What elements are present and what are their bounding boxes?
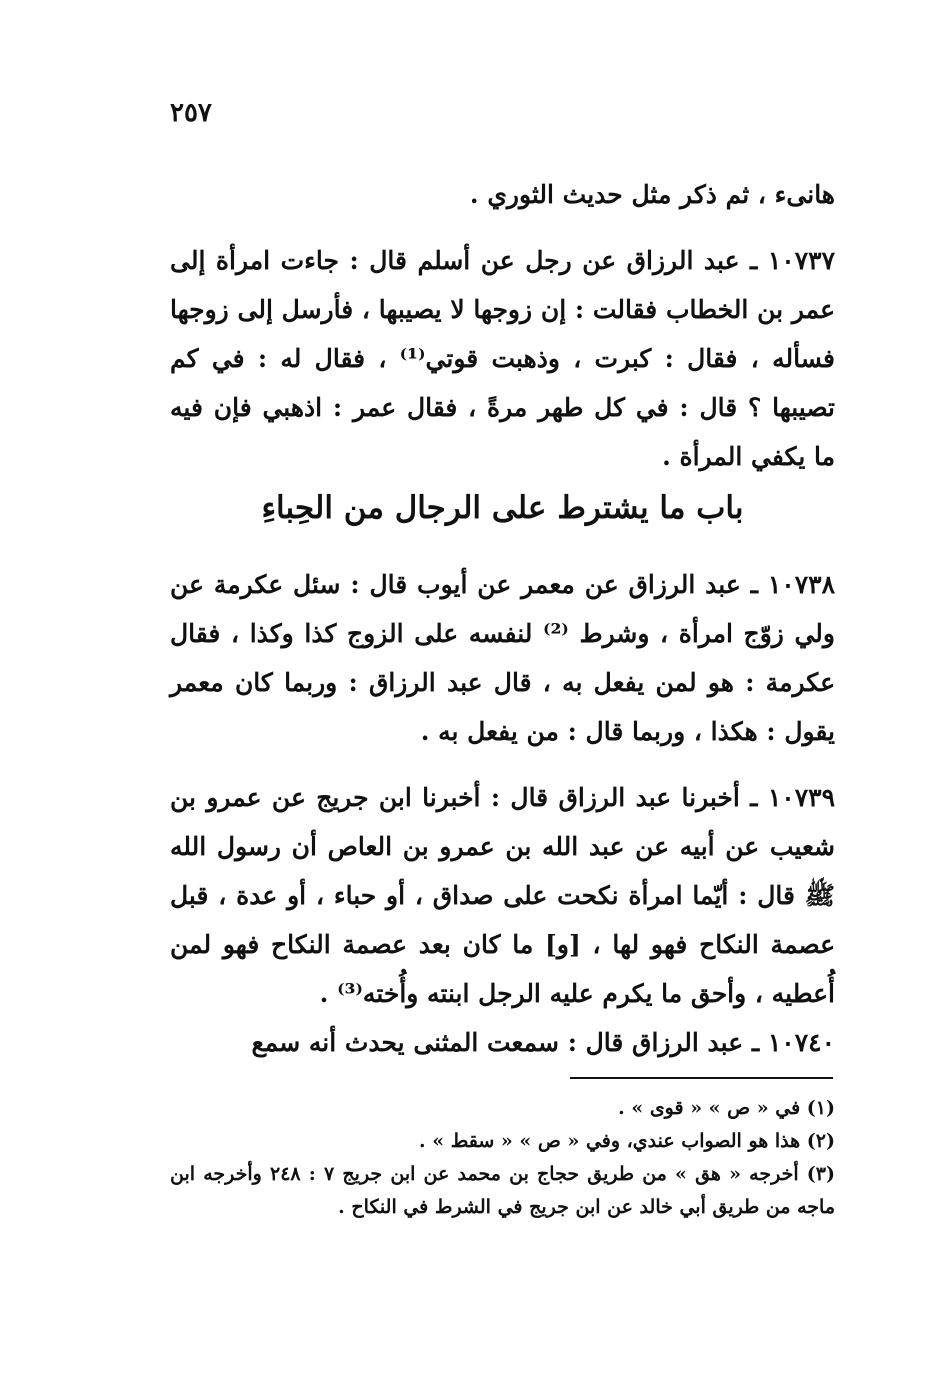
footnotes (170, 1092, 835, 1224)
footnote-divider (570, 1077, 833, 1079)
page-number: ٢٥٧ (170, 98, 212, 128)
hadith-text: ١٠٧٤٠ ـ عبد الرزاق قال : سمعت المثنى يحدث أنه سمع (251, 1028, 835, 1057)
footnote-1: (١) في « ص » « قوى » . (618, 1097, 835, 1119)
intro-paragraph (170, 170, 835, 219)
hadith-10739 (170, 773, 835, 1018)
hadith-text: ١٠٧٣٩ ـ أخبرنا عبد الرزاق قال : أخبرنا ابن جريج عن عمرو بن شعيب عن أبيه عن عبد الله بن عمرو بن العاص أن رسول الله ﷺ قال : أيّما امرأة نكحت على صداق ، أو حباء ، أو عدة ، قبل عصمة النكاح فهو لها ، [و] ما كان بعد عصمة النكاح فهو لمن أُعطيه ، وأحق ما يكرم عليه الرجل ابنته وأُخته⁽³⁾ . (170, 783, 835, 1008)
hadith-10738 (170, 560, 835, 756)
intro-text: هانىء ، ثم ذكر مثل حديث الثوري . (469, 180, 835, 209)
hadith-text: ١٠٧٣٧ ـ عبد الرزاق عن رجل عن أسلم قال : جاءت امرأة إلى عمر بن الخطاب فقالت : إن زوجها لا يصيبها ، فأرسل إلى زوجها فسأله ، فقال : كبرت ، وذهبت قوتي⁽¹⁾ ، فقال له : في كم تصيبها ؟ قال : في كل طهر مرةً ، فقال عمر : اذهبي فإن فيه ما يكفي المرأة . (170, 246, 835, 471)
footnote-3: (٣) أخرجه « هق » من طريق حجاج بن محمد عن ابن جريج ٧ : ٢٤٨ وأخرجه ابن ماجه من طريق أبي خالد عن ابن جريج في الشرط في النكاح . (170, 1163, 835, 1218)
chapter-title: باب ما يشترط على الرجال من الحِباءِ (261, 490, 744, 526)
hadith-text: ١٠٧٣٨ ـ عبد الرزاق عن معمر عن أيوب قال : سئل عكرمة عن ولي زوّج امرأة ، وشرط ⁽²⁾ لنفسه على الزوج كذا وكذا ، فقال عكرمة : هو لمن يفعل به ، قال عبد الرزاق : وربما كان معمر يقول : هكذا ، وربما قال : من يفعل به . (170, 570, 836, 746)
footnote-2: (٢) هذا هو الصواب عندي، وفي « ص » « سقط » . (418, 1130, 835, 1152)
hadith-10740 (170, 1018, 835, 1067)
hadith-10737 (170, 236, 835, 481)
